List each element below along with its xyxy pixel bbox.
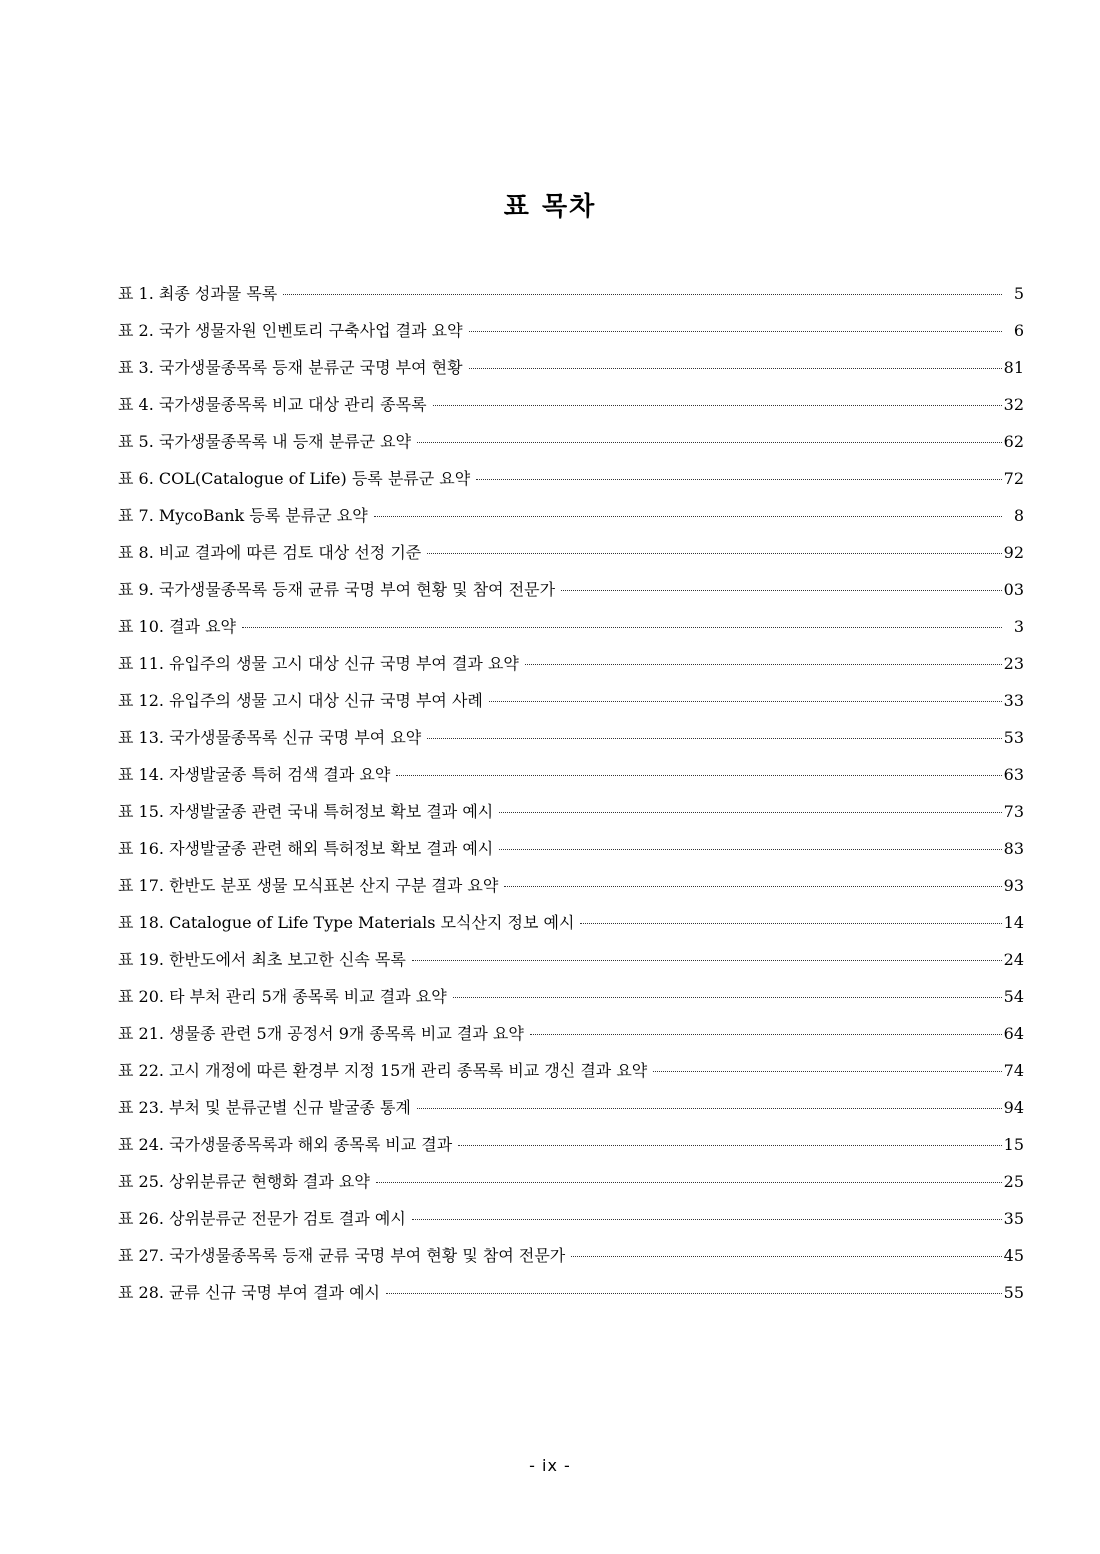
toc-entry-page-number: 54 xyxy=(1003,987,1024,1006)
page-number-footer: - ix - xyxy=(529,1456,571,1475)
toc-entry-page-number: 6 xyxy=(1013,321,1024,340)
dot-leader xyxy=(476,479,1001,480)
toc-entry-label: 표 11. 유입주의 생물 고시 대상 신규 국명 부여 결과 요약 xyxy=(118,654,519,673)
toc-entry-label: 표 27. 국가생물종목록 등재 균류 국명 부여 현황 및 참여 전문가 xyxy=(118,1246,566,1265)
toc-entry[interactable] xyxy=(118,465,1024,502)
toc-entry[interactable] xyxy=(118,983,1024,1020)
dot-leader xyxy=(458,1145,1001,1146)
toc-entry-page-number: 23 xyxy=(1003,654,1024,673)
toc-entry-label: 표 5. 국가생물종목록 내 등재 분류군 요약 xyxy=(118,432,412,451)
toc-entry[interactable] xyxy=(118,872,1024,909)
dot-leader xyxy=(499,812,1001,813)
toc-entry[interactable] xyxy=(118,798,1024,835)
toc-entry-page-number: 5 xyxy=(1013,284,1024,303)
toc-entry[interactable] xyxy=(118,687,1024,724)
dot-leader xyxy=(374,516,1002,517)
dot-leader xyxy=(504,886,1001,887)
toc-entry-page-number: 81 xyxy=(1003,358,1024,377)
toc-entry-label: 표 2. 국가 생물자원 인벤토리 구축사업 결과 요약 xyxy=(118,321,463,340)
toc-entry[interactable] xyxy=(118,539,1024,576)
toc-entry-page-number: 74 xyxy=(1003,1061,1024,1080)
toc-entry[interactable] xyxy=(118,1205,1024,1242)
toc-entry-page-number: 93 xyxy=(1003,876,1024,895)
toc-entry[interactable] xyxy=(118,317,1024,354)
dot-leader xyxy=(427,553,1001,554)
toc-entry[interactable] xyxy=(118,1279,1024,1316)
toc-entry-label: 표 20. 타 부처 관리 5개 종목록 비교 결과 요약 xyxy=(118,987,447,1006)
toc-entry[interactable] xyxy=(118,909,1024,946)
dot-leader xyxy=(561,590,1002,591)
toc-entry-page-number: 33 xyxy=(1003,691,1024,710)
dot-leader xyxy=(653,1071,1001,1072)
dot-leader xyxy=(525,664,1002,665)
dot-leader xyxy=(469,331,1002,332)
toc-entry-page-number: 63 xyxy=(1003,765,1024,784)
toc-entry[interactable] xyxy=(118,576,1024,613)
toc-entry[interactable] xyxy=(118,650,1024,687)
toc-entry-page-number: 64 xyxy=(1003,1024,1024,1043)
toc-entry-page-number: 73 xyxy=(1003,802,1024,821)
dot-leader xyxy=(283,294,1002,295)
dot-leader xyxy=(242,627,1002,628)
toc-entry[interactable] xyxy=(118,1094,1024,1131)
toc-entry[interactable] xyxy=(118,428,1024,465)
toc-entry-page-number: 62 xyxy=(1003,432,1024,451)
toc-entry-page-number: 53 xyxy=(1003,728,1024,747)
toc-entry-label: 표 17. 한반도 분포 생물 모식표본 산지 구분 결과 요약 xyxy=(118,876,499,895)
toc-entry-page-number: 35 xyxy=(1003,1209,1024,1228)
toc-entry[interactable] xyxy=(118,1168,1024,1205)
toc-entry-page-number: 15 xyxy=(1003,1135,1024,1154)
dot-leader xyxy=(571,1256,1001,1257)
toc-entry-page-number: 03 xyxy=(1003,580,1024,599)
toc-entry-label: 표 10. 결과 요약 xyxy=(118,617,236,636)
toc-entry-label: 표 22. 고시 개정에 따른 환경부 지정 15개 관리 종목록 비교 갱신 결과 요약 xyxy=(118,1061,648,1080)
dot-leader xyxy=(469,368,1002,369)
toc-entry-page-number: 8 xyxy=(1013,506,1024,525)
dot-leader xyxy=(376,1182,1002,1183)
toc-entry-label: 표 28. 균류 신규 국명 부여 결과 예시 xyxy=(118,1283,380,1302)
toc-entry-page-number: 72 xyxy=(1003,469,1024,488)
dot-leader xyxy=(386,1293,1002,1294)
toc-entry-page-number: 45 xyxy=(1003,1246,1024,1265)
toc-entry[interactable] xyxy=(118,613,1024,650)
dot-leader xyxy=(530,1034,1002,1035)
toc-entry-label: 표 3. 국가생물종목록 등재 분류군 국명 부여 현황 xyxy=(118,358,463,377)
table-of-contents-list xyxy=(118,280,1024,1316)
toc-entry-label: 표 8. 비교 결과에 따른 검토 대상 선정 기준 xyxy=(118,543,422,562)
dot-leader xyxy=(417,442,1002,443)
toc-entry-label: 표 25. 상위분류군 현행화 결과 요약 xyxy=(118,1172,370,1191)
toc-entry-label: 표 26. 상위분류군 전문가 검토 결과 예시 xyxy=(118,1209,406,1228)
dot-leader xyxy=(396,775,1001,776)
toc-entry-page-number: 55 xyxy=(1003,1283,1024,1302)
toc-entry-label: 표 4. 국가생물종목록 비교 대상 관리 종목록 xyxy=(118,395,427,414)
dot-leader xyxy=(417,1108,1002,1109)
toc-entry-label: 표 21. 생물종 관련 5개 공정서 9개 종목록 비교 결과 요약 xyxy=(118,1024,524,1043)
toc-entry-page-number: 32 xyxy=(1003,395,1024,414)
toc-entry-label: 표 23. 부처 및 분류군별 신규 발굴종 통계 xyxy=(118,1098,411,1117)
dot-leader xyxy=(489,701,1002,702)
toc-entry-page-number: 83 xyxy=(1003,839,1024,858)
toc-entry-label: 표 6. COL(Catalogue of Life) 등록 분류군 요약 xyxy=(118,469,471,488)
toc-entry[interactable] xyxy=(118,391,1024,428)
toc-entry[interactable] xyxy=(118,1242,1024,1279)
toc-entry-page-number: 24 xyxy=(1003,950,1024,969)
toc-entry[interactable] xyxy=(118,1057,1024,1094)
toc-entry[interactable] xyxy=(118,354,1024,391)
toc-entry-page-number: 92 xyxy=(1003,543,1024,562)
toc-entry-label: 표 1. 최종 성과물 목록 xyxy=(118,284,278,303)
toc-entry-page-number: 94 xyxy=(1003,1098,1024,1117)
toc-entry-page-number: 14 xyxy=(1003,913,1024,932)
dot-leader xyxy=(412,960,1002,961)
toc-entry-label: 표 14. 자생발굴종 특허 검색 결과 요약 xyxy=(118,765,391,784)
toc-entry[interactable] xyxy=(118,761,1024,798)
toc-entry-label: 표 24. 국가생물종목록과 해외 종목록 비교 결과 xyxy=(118,1135,453,1154)
dot-leader xyxy=(580,923,1001,924)
toc-entry[interactable] xyxy=(118,835,1024,872)
toc-entry-label: 표 13. 국가생물종목록 신규 국명 부여 요약 xyxy=(118,728,422,747)
dot-leader xyxy=(453,997,1002,998)
dot-leader xyxy=(412,1219,1002,1220)
toc-entry-label: 표 16. 자생발굴종 관련 해외 특허정보 확보 결과 예시 xyxy=(118,839,494,858)
toc-entry-page-number: 3 xyxy=(1013,617,1024,636)
dot-leader xyxy=(433,405,1002,406)
dot-leader xyxy=(499,849,1001,850)
toc-entry[interactable] xyxy=(118,502,1024,539)
toc-entry-page-number: 25 xyxy=(1003,1172,1024,1191)
toc-entry-label: 표 12. 유입주의 생물 고시 대상 신규 국명 부여 사례 xyxy=(118,691,483,710)
toc-entry[interactable] xyxy=(118,1020,1024,1057)
toc-entry[interactable] xyxy=(118,724,1024,761)
toc-entry[interactable] xyxy=(118,946,1024,983)
dot-leader xyxy=(427,738,1001,739)
toc-entry-label: 표 19. 한반도에서 최초 보고한 신속 목록 xyxy=(118,950,406,969)
toc-entry-label: 표 18. Catalogue of Life Type Materials 모식산지 정보 예시 xyxy=(118,913,575,932)
page-title: 표 목차 xyxy=(503,192,597,222)
toc-entry-label: 표 9. 국가생물종목록 등재 균류 국명 부여 현황 및 참여 전문가 xyxy=(118,580,556,599)
toc-entry[interactable] xyxy=(118,280,1024,317)
toc-entry[interactable] xyxy=(118,1131,1024,1168)
toc-entry-label: 표 7. MycoBank 등록 분류군 요약 xyxy=(118,506,368,525)
toc-entry-label: 표 15. 자생발굴종 관련 국내 특허정보 확보 결과 예시 xyxy=(118,802,494,821)
